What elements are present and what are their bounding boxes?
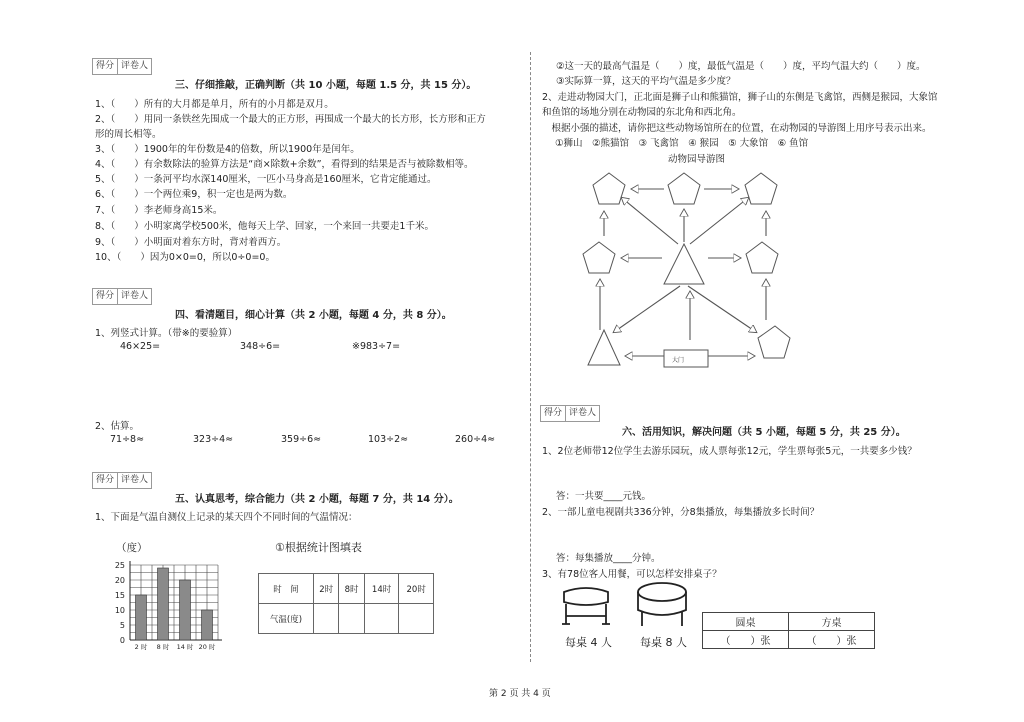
y-tick-label: 20 — [114, 576, 125, 585]
table-header-2: 2时 — [314, 574, 339, 604]
temperature-question: 1、下面是气温自测仪上记录的某天四个不同时间的气温情况： — [95, 512, 358, 523]
bar-0 — [136, 595, 147, 640]
zoo-question-line2: 和鱼馆的场地分别在动物园的东北角和西北角。 — [542, 107, 742, 118]
tv-question: 2、一部儿童电视剧共336分钟，分8集播放，每集播放多长时间？ — [542, 507, 820, 518]
pentagon-top-left — [593, 173, 625, 204]
round-table-label: 每桌 8 人 — [640, 636, 687, 649]
temp-sub-question-2: ②这一天的最高气温是（ ）度，最低气温是（ ）度，平均气温大约（ ）度。 — [556, 61, 926, 72]
score-box-sec5 — [92, 472, 152, 489]
y-tick-label: 0 — [119, 636, 125, 645]
judge-item-1: 1、（ ）所有的大月都是单月，所有的小月都是双月。 — [95, 99, 334, 110]
page-footer: 第 2 页 共 4 页 — [489, 689, 551, 699]
x-tick-label: 14 时 — [176, 643, 194, 651]
judge-item-6: 6、（ ）一个两位乘9，积一定也是两为数。 — [95, 189, 293, 200]
estimate-question: 2、估算。 — [95, 421, 140, 432]
x-tick-label: 8 时 — [156, 643, 170, 651]
y-tick-label: 5 — [119, 621, 125, 630]
pentagon-bottom-right — [758, 326, 790, 358]
table-cell[interactable] — [339, 604, 364, 634]
judge-item-8: 8、（ ）小明家离学校500米，他每天上学、回家，一个来回一共要走1千米。 — [95, 221, 434, 232]
gate-box — [664, 350, 708, 367]
grader-label: 评卷人 — [569, 408, 597, 418]
score-label: 得分 — [541, 406, 566, 421]
x-tick-label: 20 时 — [198, 643, 216, 651]
table-caption: ①根据统计图填表 — [275, 541, 362, 554]
square-table-header: 方桌 — [789, 613, 875, 631]
triangle-center — [664, 244, 704, 284]
section6-title: 六、活用知识，解决问题（共 5 小题，每题 5 分，共 25 分）。 — [622, 427, 906, 438]
calc-item-3: ※983÷7= — [352, 341, 401, 352]
judge-item-7: 7、（ ）李老师身高15米。 — [95, 205, 223, 216]
estimate-item-2: 323÷4≈ — [193, 434, 234, 445]
zoo-question-line1: 2、走进动物园大门，正北面是狮子山和熊猫馆，狮子山的东侧是飞禽馆，西侧是猴园，大象馆 — [542, 92, 938, 103]
bar-1 — [158, 568, 169, 640]
calc-item-2: 348÷6= — [240, 341, 281, 352]
judge-item-10: 10、（ ）因为0×0=0，所以0÷0=0。 — [95, 252, 275, 263]
round-table-count[interactable]: （ ）张 — [703, 631, 789, 649]
y-tick-label: 25 — [114, 561, 125, 570]
y-tick-label: 15 — [114, 591, 125, 600]
square-table-drawing — [556, 582, 616, 630]
table-header-8: 8时 — [339, 574, 364, 604]
round-table-drawing — [632, 580, 692, 632]
table-header-time: 时 间 — [259, 574, 314, 604]
pentagon-middle-left — [583, 242, 615, 273]
grader-label: 评卷人 — [121, 291, 149, 301]
pentagon-middle-right — [746, 242, 778, 273]
table-header-14: 14时 — [364, 574, 399, 604]
score-label: 得分 — [93, 289, 118, 304]
temp-sub-question-3: ③实际算一算，这天的平均气温是多少度？ — [556, 76, 736, 87]
round-table-header: 圆桌 — [703, 613, 789, 631]
estimate-item-3: 359÷6≈ — [281, 434, 322, 445]
score-label: 得分 — [93, 473, 118, 488]
score-label: 得分 — [93, 59, 118, 74]
ticket-question: 1、2位老师带12位学生去游乐园玩，成人票每张12元，学生票每张5元，一共要多少钱？ — [542, 446, 917, 457]
table-count-table — [702, 612, 875, 649]
gate-label: 大门 — [672, 357, 685, 364]
judge-item-2: 2、（ ）用同一条铁丝先围成一个最大的正方形，再围成一个最大的长方形，长方形和正方 — [95, 114, 486, 125]
zoo-map — [580, 160, 800, 380]
pentagon-top-center — [668, 173, 700, 204]
bar-3 — [202, 610, 213, 640]
y-tick-label: 10 — [114, 606, 125, 615]
triangle-bottom-left — [588, 330, 620, 365]
section5-title: 五、认真思考，综合能力（共 2 小题，每题 7 分，共 14 分）。 — [175, 494, 459, 505]
grader-label: 评卷人 — [121, 61, 149, 71]
zoo-legend: ①狮山 ②熊猫馆 ③ 飞禽馆 ④ 猴园 ⑤ 大象馆 ⑥ 鱼馆 — [555, 138, 809, 149]
judge-item-2-cont: 形的周长相等。 — [95, 129, 162, 140]
judge-item-3: 3、（ ）1900年的年份数是4的倍数，所以1900年是闰年。 — [95, 144, 360, 155]
table-cell[interactable] — [364, 604, 399, 634]
score-box-sec6 — [540, 405, 600, 422]
dining-question: 3、有78位客人用餐，可以怎样安排桌子？ — [542, 569, 722, 580]
pentagon-top-right — [745, 173, 777, 204]
temperature-table — [258, 573, 434, 634]
column-divider — [530, 52, 531, 662]
judge-item-9: 9、（ ）小明面对着东方时，背对着西方。 — [95, 237, 287, 248]
bar-2 — [180, 580, 191, 640]
ticket-answer: 答：一共要____元钱。 — [556, 491, 652, 502]
table-cell[interactable] — [314, 604, 339, 634]
table-row-label: 气温(度) — [259, 604, 314, 634]
judge-item-5: 5、（ ）一条河平均水深140厘米，一匹小马身高是160厘米，它肯定能通过。 — [95, 174, 437, 185]
section3-title: 三、仔细推敲，正确判断（共 10 小题，每题 1.5 分，共 15 分）。 — [175, 80, 477, 91]
table-header-20: 20时 — [399, 574, 434, 604]
table-cell[interactable] — [399, 604, 434, 634]
section4-title: 四、看清题目，细心计算（共 2 小题，每题 4 分，共 8 分）。 — [175, 310, 452, 321]
calc-question: 1、列竖式计算。（带※的要验算） — [95, 328, 238, 339]
calc-item-1: 46×25= — [120, 341, 161, 352]
estimate-item-1: 71÷8≈ — [110, 434, 145, 445]
zoo-question-line3: 根据小强的描述，请你把这些动物场馆所在的位置，在动物园的导游图上用序号表示出来。 — [542, 123, 932, 134]
temperature-bar-chart — [100, 555, 230, 660]
score-box-sec4 — [92, 288, 152, 305]
estimate-item-4: 103÷2≈ — [368, 434, 409, 445]
x-tick-label: 2 时 — [134, 643, 148, 651]
square-table-count[interactable]: （ ）张 — [789, 631, 875, 649]
zoo-map-title: 动物园导游图 — [668, 154, 726, 165]
estimate-item-5: 260÷4≈ — [455, 434, 496, 445]
score-box-sec3 — [92, 58, 152, 75]
grader-label: 评卷人 — [121, 475, 149, 485]
tv-answer: 答：每集播放____分钟。 — [556, 553, 661, 564]
square-table-label: 每桌 4 人 — [565, 636, 612, 649]
judge-item-4: 4、（ ）有余数除法的验算方法是“商×除数+余数”，看得到的结果是否与被除数相等。 — [95, 159, 474, 170]
chart-unit-label: （度） — [116, 542, 148, 554]
